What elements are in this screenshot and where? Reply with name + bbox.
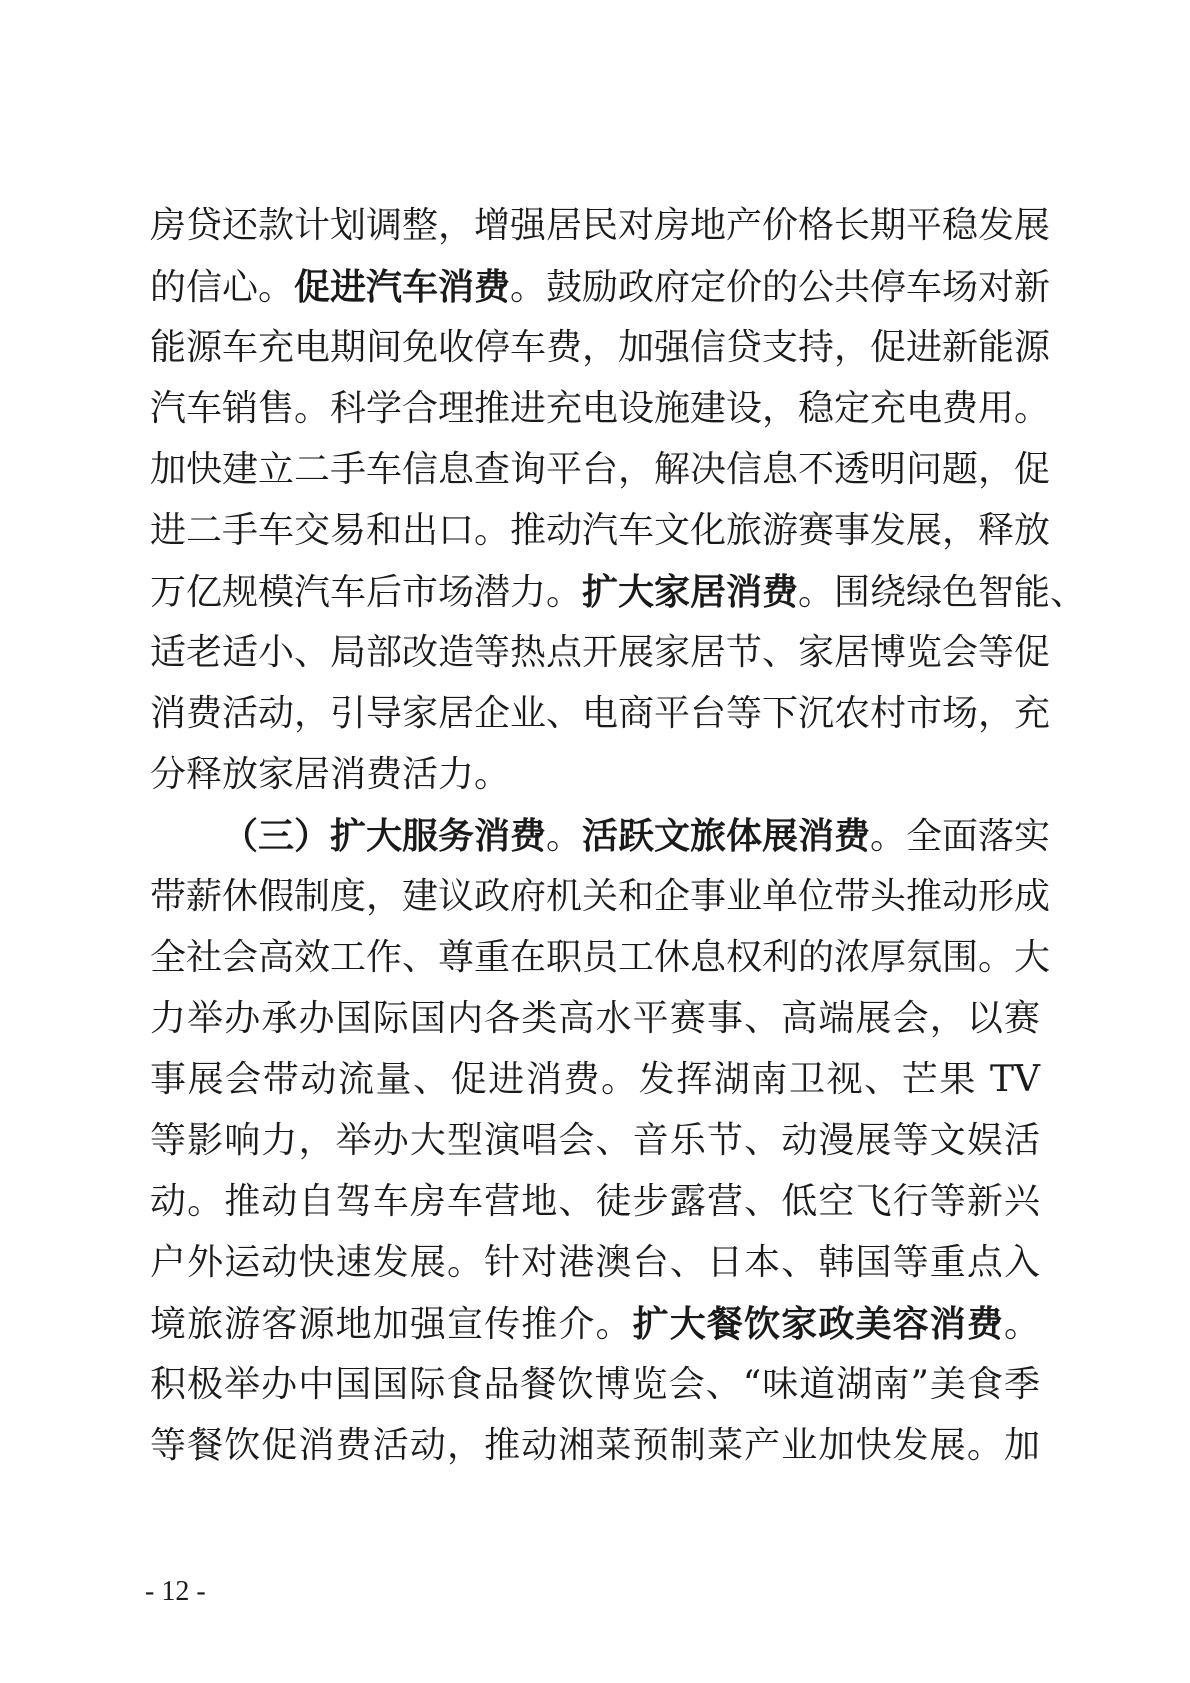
text-segment: 带薪休假制度，建议政府机关和企事业单位带头推动形成 xyxy=(150,876,1051,917)
text-line xyxy=(150,1050,1040,1110)
text-segment: 。 xyxy=(546,816,583,857)
page-number: - 12 - xyxy=(145,1576,206,1607)
text-segment: 动。推动自驾车房车营地、徒步露营、低空飞行等新兴 xyxy=(150,1181,1040,1222)
text-line xyxy=(150,501,1051,561)
text-line xyxy=(150,440,1051,500)
text-segment: 积极举办中国国际食品餐饮博览会、“味道湖南”美食季 xyxy=(150,1364,1040,1405)
text-segment: 等影响力，举办大型演唱会、音乐节、动漫展等文娱活 xyxy=(150,1120,1040,1161)
text-line xyxy=(150,379,1051,439)
text-line xyxy=(150,1294,1040,1354)
text-line xyxy=(150,1416,1040,1476)
text-line xyxy=(150,257,1051,317)
text-line xyxy=(150,745,1040,805)
text-segment: 能源车充电期间免收停车费，加强信贷支持，促进新能源 xyxy=(150,327,1051,368)
text-segment: 事展会带动流量、促进消费。发挥湖南卫视、芒果 TV xyxy=(150,1059,1040,1100)
section-heading-line xyxy=(222,806,1051,866)
text-line xyxy=(150,562,1087,622)
text-line xyxy=(150,1172,1040,1232)
text-line xyxy=(150,1355,1040,1415)
text-segment: 汽车销售。科学合理推进充电设施建设，稳定充电费用。 xyxy=(150,388,1051,429)
text-segment: 户外运动快速发展。针对港澳台、日本、韩国等重点入 xyxy=(150,1242,1040,1283)
text-segment: 。鼓励政府定价的公共停车场对新 xyxy=(510,267,1051,308)
text-segment: 境旅游客源地加强宣传推介。 xyxy=(150,1304,633,1345)
text-segment: 。围绕绿色智能、 xyxy=(798,572,1087,613)
bold-phrase: 促进汽车消费 xyxy=(294,266,511,308)
text-segment: 的信心。 xyxy=(150,267,295,308)
bold-phrase: 扩大家居消费 xyxy=(582,571,799,613)
text-segment: 全社会高效工作、尊重在职员工休息权利的浓厚氛围。大 xyxy=(150,937,1051,978)
text-segment: 消费活动，引导家居企业、电商平台等下沉农村市场，充 xyxy=(150,693,1051,734)
bold-phrase: （三）扩大服务消费 xyxy=(222,815,547,857)
text-line xyxy=(150,928,1051,988)
text-segment: 进二手车交易和出口。推动汽车文化旅游赛事发展，释放 xyxy=(150,510,1051,551)
text-line xyxy=(150,684,1051,744)
text-line xyxy=(150,623,1051,683)
text-segment: 。 xyxy=(1003,1304,1040,1345)
text-segment: 等餐饮促消费活动，推动湘菜预制菜产业加快发展。加 xyxy=(150,1425,1040,1466)
text-segment: 分释放家居消费活力。 xyxy=(150,754,511,795)
text-segment: 适老适小、局部改造等热点开展家居节、家居博览会等促 xyxy=(150,632,1051,673)
text-line xyxy=(150,1111,1040,1171)
text-segment: 。全面落实 xyxy=(870,816,1051,857)
text-segment: 房贷还款计划调整，增强居民对房地产价格长期平稳发展 xyxy=(150,205,1051,246)
text-segment: 力举办承办国际国内各类高水平赛事、高端展会，以赛 xyxy=(150,998,1040,1039)
text-line xyxy=(150,196,1051,256)
bold-phrase: 扩大餐饮家政美容消费 xyxy=(632,1303,1004,1345)
bold-phrase: 活跃文旅体展消费 xyxy=(582,815,871,857)
text-segment: 万亿规模汽车后市场潜力。 xyxy=(150,572,583,613)
text-line xyxy=(150,318,1051,378)
text-line xyxy=(150,867,1051,927)
text-line xyxy=(150,989,1040,1049)
text-line xyxy=(150,1233,1040,1293)
text-segment: 加快建立二手车信息查询平台，解决信息不透明问题，促 xyxy=(150,449,1051,490)
